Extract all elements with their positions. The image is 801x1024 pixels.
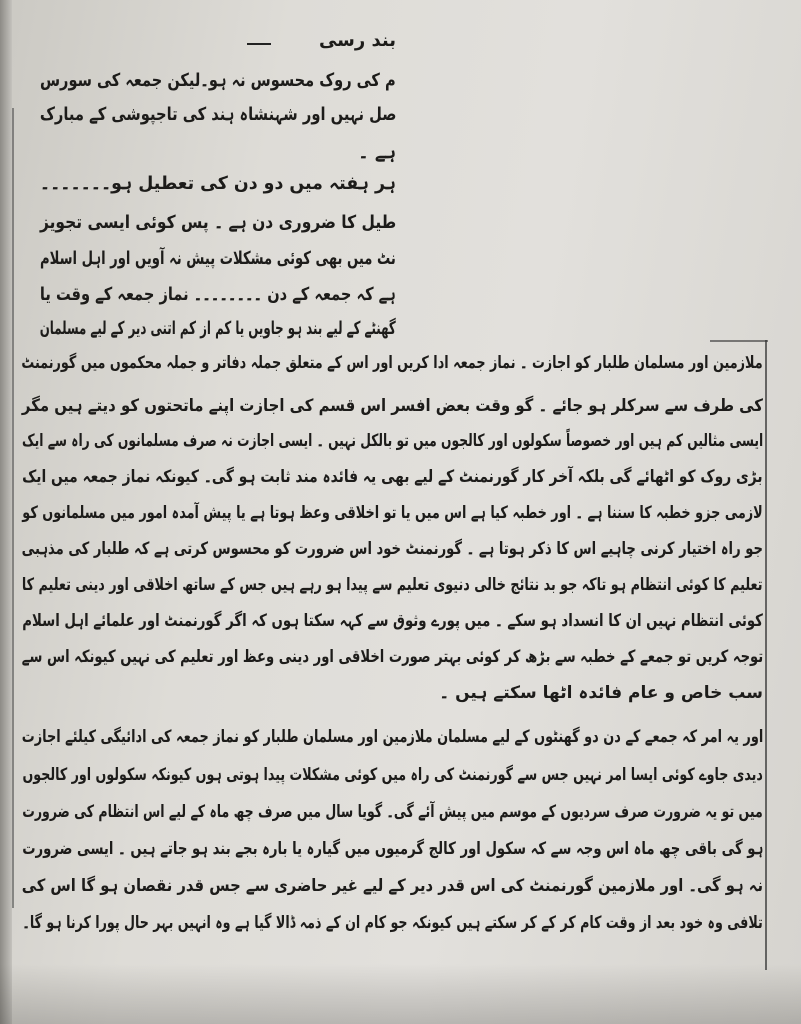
body-line: سب خاص و عام فائدہ اٹھا سکتے ہیں ۔ xyxy=(439,683,763,703)
upper-line: نٹ میں بھی کوئی مشکلات پیش نہ آویں اور اہل اسلام xyxy=(40,248,396,269)
body-line: کوئی انتظام نہیں ان کا انسداد ہو سکے ۔ میں پورے وثوق سے کہہ سکتا ہوں کہ اگر گورنمنٹ اور علمائے اہل اسلام xyxy=(22,611,763,631)
upper-line: بند رسی xyxy=(318,30,396,51)
left-margin-rule xyxy=(12,108,14,908)
body-line: نہ ہو گی۔ اور ملازمین گورنمنٹ کی اس قدر دیر کے لیے غیر حاضری سے جس قدر نقصان ہو گا اس کی xyxy=(21,876,763,896)
heading-dash xyxy=(247,43,271,45)
upper-line: صل نہیں اور شہنشاہ ہند کی تاجپوشی کے مبارک xyxy=(39,104,396,125)
body-line: تعلیم کا کوئی انتظام ہو تاکہ جو بد نتائج خالی دنیوی تعلیم سے پیدا ہو رہے ہیں جس کے ساتھ اخلاقی اور دینی تعلیم کا xyxy=(22,575,763,595)
body-line: ملازمین اور مسلمان طلبار کو اجازت ۔ نماز جمعہ ادا کریں اور اس کے متعلق جملہ دفاتر و جملہ محکموں میں گورنمنٹ xyxy=(21,353,763,373)
upper-line: ہے ۔ xyxy=(358,142,396,163)
body-line: دیدی جاوے کوئی ایسا امر نہیں جس سے گورنمنٹ کی راہ میں کوئی مشکلات پیدا ہوتی ہوں کیونکہ سکولوں اور کالجوں xyxy=(22,765,763,785)
body-line: کی طرف سے سرکلر ہو جائے ۔ گو وقت بعض افسر اس قسم کی اجازت اپنے ماتحتوں کو دیتے ہیں مگر xyxy=(21,396,763,416)
right-margin-rule xyxy=(765,340,767,970)
upper-line: ہے کہ جمعہ کے دن ۔۔۔۔۔۔۔۔ نماز جمعہ کے وقت یا xyxy=(40,284,396,305)
top-margin-rule xyxy=(710,340,768,342)
body-line: توجہ کریں تو جمعے کے خطبہ سے بڑھ کر کوئی بہتر صورت اخلاقی اور دینی وعظ اور تعلیم کی نہیں کیونکہ اس سے xyxy=(21,647,763,667)
upper-line: م کی روک محسوس نہ ہو۔لیکن جمعہ کی سورس xyxy=(40,70,396,91)
body-line: لازمی جزو خطبہ کا سننا ہے ۔ اور خطبہ کیا ہے اس میں یا تو اخلاقی وعظ ہوتا ہے یا پیش آمدہ امور میں مسلمانوں کو xyxy=(22,503,763,523)
body-line: بڑی روک کو اٹھائے گی بلکہ آخر کار گورنمنٹ کے لیے بھی یہ فائدہ مند ثابت ہو گی۔ کیونکہ نماز جمعہ میں ایک xyxy=(22,467,763,487)
body-line: ہو گی باقی چھ ماہ اس وجہ سے کہ سکول اور کالج گرمیوں میں گیارہ یا بارہ بجے بند ہو جاتے ہیں ۔ ایسی ضرورت xyxy=(21,839,763,859)
body-line: تلافی وہ خود بعد از وقت کام کر کے کر سکتے ہیں کیونکہ جو کام ان کے ذمہ ڈالا گیا ہے وہ انہیں بہر حال پورا کرنا ہو گا۔ xyxy=(22,913,763,933)
body-line: جو راہ اختیار کرنی چاہیے اس کا ذکر ہوتا ہے ۔ گورنمنٹ خود اس ضرورت کو محسوس کرتی ہے کہ طلبار کی مذہبی xyxy=(21,539,763,559)
body-line: میں تو یہ ضرورت صرف سردیوں کے موسم میں پیش آئے گی۔ گویا سال میں صرف چھ ماہ کے لیے اس انتظام کی ضرورت xyxy=(22,802,763,822)
body-line: اور یہ امر کہ جمعے کے دن دو گھنٹوں کے لیے مسلمان ملازمین اور مسلمان طلبار کو نماز جمعہ کی ادائیگی کیلئے اجازت xyxy=(21,727,763,747)
body-line: ایسی مثالیں کم ہیں اور خصوصاً سکولوں اور کالجوں میں تو بالکل نہیں ۔ ایسی اجازت نہ صرف مسلمانوں کی راہ سے ایک xyxy=(21,431,763,451)
upper-line: گھنٹے کے لیے بند ہو جاویں یا کم از کم اتنی دیر کے لیے مسلمان xyxy=(39,318,396,339)
upper-line: طیل کا ضروری دن ہے ۔ پس کوئی ایسی تجویز xyxy=(39,212,396,233)
page-bottom-shadow xyxy=(0,964,801,1024)
page-edge-shadow xyxy=(0,0,12,1024)
upper-line: ہر ہفتہ میں دو دن کی تعطیل ہو۔۔۔۔۔۔۔ xyxy=(39,173,396,194)
